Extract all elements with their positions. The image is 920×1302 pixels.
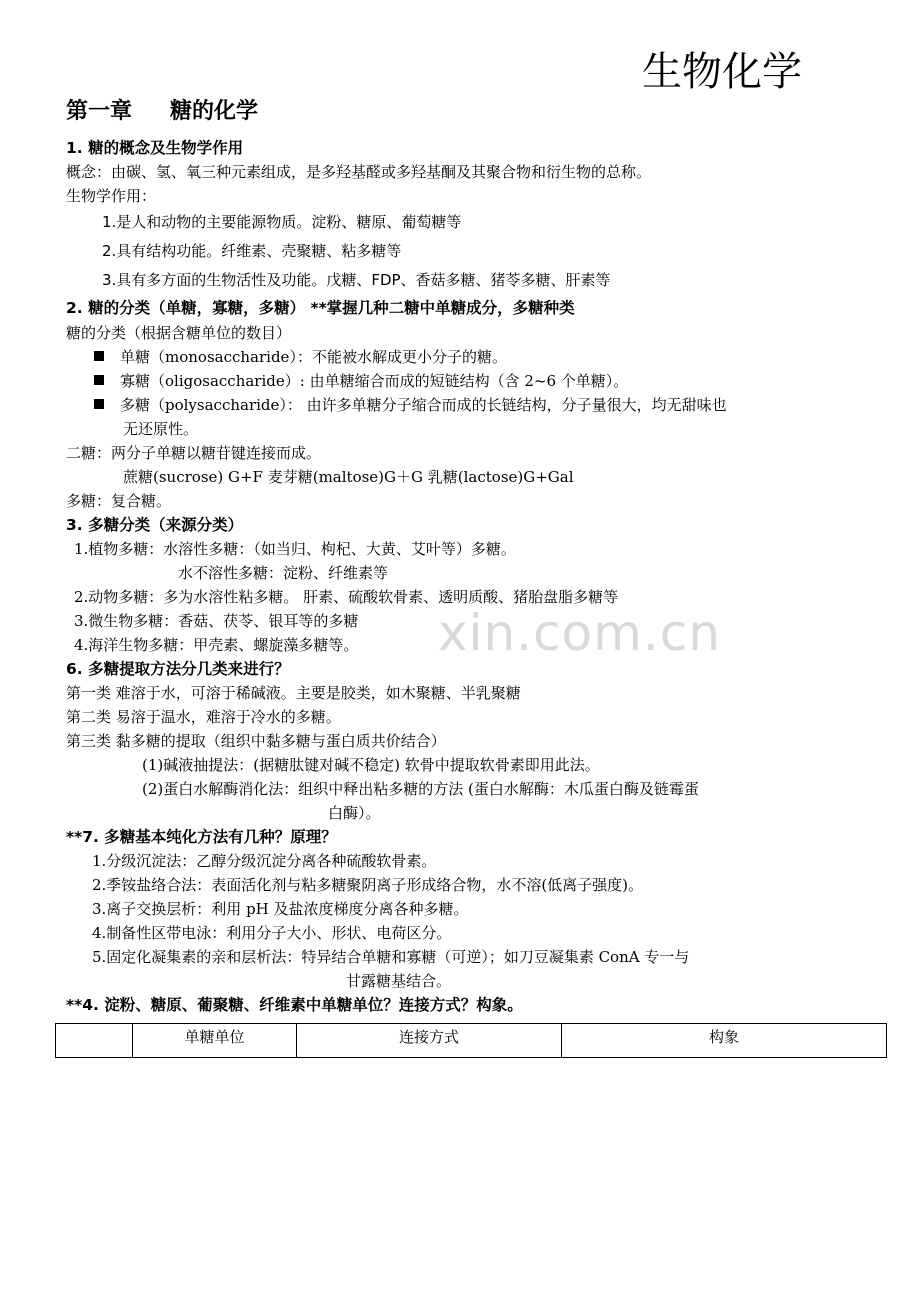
chapter-heading bbox=[66, 96, 258, 128]
purification-method: 5.固定化凝集素的亲和层析法：特异结合单糖和寡糖（可逆）；如刀豆凝集素 ConA 专一与 bbox=[92, 948, 690, 966]
document-body bbox=[66, 136, 866, 1017]
bullet-text: 寡糖（oligosaccharide）: 由单糖缩合而成的短链结构（含 2~6 个单糖）。 bbox=[120, 372, 629, 390]
chapter-title: 糖的化学 bbox=[170, 99, 259, 124]
extraction-category: 第一类 难溶于水，可溶于稀碱液。主要是胶类，如木聚糖、半乳聚糖 bbox=[66, 684, 521, 702]
table-header-cell: 连接方式 bbox=[297, 1024, 562, 1058]
purification-method: 4.制备性区带电泳：利用分子大小、形状、电荷区分。 bbox=[92, 924, 452, 942]
concept-text: 概念：由碳、氢、氧三种元素组成，是多羟基醛或多羟基酮及其聚合物和衍生物的总称。 bbox=[66, 163, 652, 181]
section-2-heading: 2. 糖的分类（单糖，寡糖，多糖） **掌握几种二糖中单糖成分，多糖种类 bbox=[66, 299, 575, 317]
bullet-text: 单糖（monosaccharide）：不能被水解成更小分子的糖。 bbox=[120, 348, 507, 366]
section-1-heading: 1. 糖的概念及生物学作用 bbox=[66, 139, 244, 157]
classification-basis: 糖的分类（根据含糖单位的数目） bbox=[66, 324, 292, 342]
bullet-icon bbox=[94, 399, 104, 409]
role-label: 生物学作用： bbox=[66, 187, 157, 205]
role-item: 1.是人和动物的主要能源物质。淀粉、糖原、葡萄糖等 bbox=[102, 213, 462, 231]
purification-method: 2.季铵盐络合法：表面活化剂与粘多糖聚阴离子形成络合物，水不溶(低离子强度)。 bbox=[92, 876, 644, 894]
disaccharide-definition: 二糖：两分子单糖以糖苷键连接而成。 bbox=[66, 444, 322, 462]
document-title: 生物化学 bbox=[642, 49, 802, 95]
bullet-item bbox=[66, 345, 866, 369]
polysaccharide-source-item: 2.动物多糖：多为水溶性粘多糖。 肝素、硫酸软骨素、透明质酸、猪胎盘脂多糖等 bbox=[74, 588, 619, 606]
bullet-icon bbox=[94, 375, 104, 385]
bullet-item bbox=[66, 393, 866, 417]
polysaccharide-source-item: 1.植物多糖：水溶性多糖：（如当归、枸杞、大黄、艾叶等）多糖。 bbox=[74, 540, 516, 558]
section-4-heading: **4. 淀粉、糖原、葡聚糖、纤维素中单糖单位？连接方式？构象。 bbox=[66, 996, 523, 1014]
polysaccharide-definition: 多糖：复合糖。 bbox=[66, 492, 172, 510]
table-header-cell: 单糖单位 bbox=[133, 1024, 297, 1058]
table-header-cell bbox=[56, 1024, 133, 1058]
role-item: 2.具有结构功能。纤维素、壳聚糖、粘多糖等 bbox=[102, 242, 402, 260]
watermark: xin.com.cn bbox=[438, 604, 721, 662]
chapter-number: 第一章 bbox=[66, 99, 133, 124]
polysaccharide-source-item: 水不溶性多糖：淀粉、纤维素等 bbox=[178, 564, 389, 582]
extraction-category: 第三类 黏多糖的提取（组织中黏多糖与蛋白质共价结合） bbox=[66, 732, 446, 750]
extraction-method: (2)蛋白水解酶消化法：组织中释出粘多糖的方法 (蛋白水解酶：木瓜蛋白酶及链霉蛋 bbox=[142, 780, 699, 798]
role-item: 3.具有多方面的生物活性及功能。戊糖、FDP、香菇多糖、猪苓多糖、肝素等 bbox=[102, 271, 611, 289]
table-header-cell: 构象 bbox=[562, 1024, 887, 1058]
purification-method-continuation: 甘露糖基结合。 bbox=[346, 972, 452, 990]
bullet-item bbox=[66, 369, 866, 393]
polysaccharide-structure-table bbox=[55, 1023, 887, 1058]
bullet-icon bbox=[94, 351, 104, 361]
section-3-heading: 3. 多糖分类（来源分类） bbox=[66, 516, 244, 534]
bullet-continuation: 无还原性。 bbox=[123, 420, 199, 438]
bullet-text: 多糖（polysaccharide）： 由许多单糖分子缩合而成的长链结构，分子量很大，均无甜味也 bbox=[120, 396, 727, 414]
purification-method: 3.离子交换层析：利用 pH 及盐浓度梯度分离各种多糖。 bbox=[92, 900, 469, 918]
section-6-heading: 6. 多糖提取方法分几类来进行？ bbox=[66, 660, 290, 678]
polysaccharide-source-item: 3.微生物多糖：香菇、茯苓、银耳等的多糖 bbox=[74, 612, 359, 630]
disaccharide-examples: 蔗糖(sucrose) G+F 麦芽糖(maltose)G＋G 乳糖(lactose)G+Gal bbox=[123, 468, 574, 486]
table-header-row bbox=[56, 1024, 887, 1058]
extraction-method-continuation: 白酶）。 bbox=[328, 804, 381, 822]
extraction-category: 第二类 易溶于温水，难溶于冷水的多糖。 bbox=[66, 708, 341, 726]
purification-method: 1.分级沉淀法：乙醇分级沉淀分离各种硫酸软骨素。 bbox=[92, 852, 437, 870]
extraction-method: (1)碱液抽提法：(据糖肽键对碱不稳定) 软骨中提取软骨素即用此法。 bbox=[142, 756, 600, 774]
polysaccharide-source-item: 4.海洋生物多糖：甲壳素、螺旋藻多糖等。 bbox=[74, 636, 359, 654]
section-7-heading: **7. 多糖基本纯化方法有几种？原理？ bbox=[66, 828, 337, 846]
